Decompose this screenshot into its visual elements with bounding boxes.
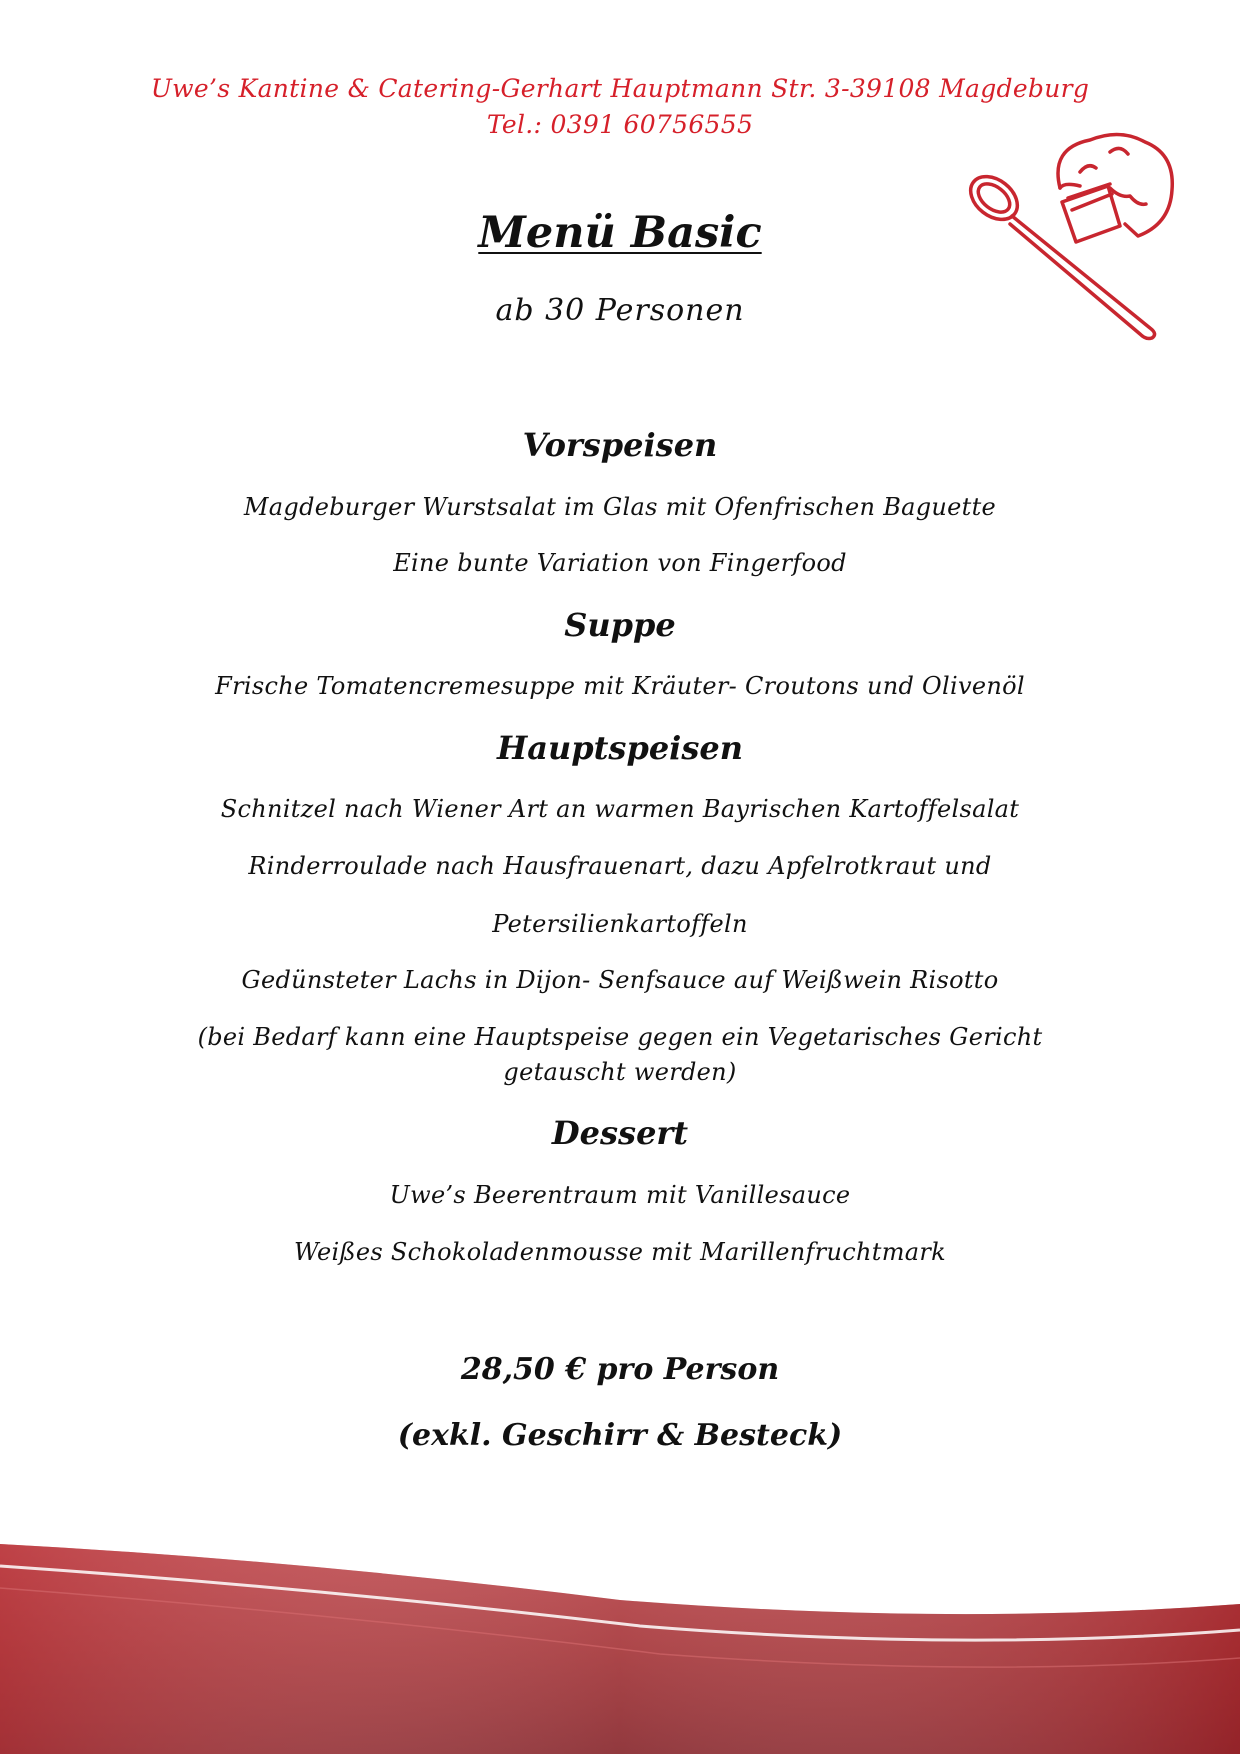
section-heading-soup: Suppe — [564, 606, 676, 644]
header-address-line: Uwe’s Kantine & Catering-Gerhart Hauptmann Str. 3-39108 Magdeburg — [150, 74, 1090, 103]
footer-wave-decoration — [0, 1530, 1240, 1754]
page-subtitle: ab 30 Personen — [495, 293, 745, 328]
section-heading-dessert: Dessert — [551, 1114, 689, 1152]
section-heading-starters: Vorspeisen — [522, 426, 718, 464]
page-title — [0, 208, 1240, 258]
menu-item: Weißes Schokoladenmousse mit Marillenfruchtmark — [294, 1238, 946, 1266]
menu-item: Schnitzel nach Wiener Art an warmen Bayrischen Kartoffelsalat — [220, 795, 1020, 823]
menu-item: Gedünsteter Lachs in Dijon- Senfsauce auf Weißwein Risotto — [241, 966, 999, 994]
header-phone-line: Tel.: 0391 60756555 — [486, 110, 754, 139]
price-note: (exkl. Geschirr & Besteck) — [397, 1418, 843, 1453]
mains-note: (bei Bedarf kann eine Hauptspeise gegen ein Vegetarisches Gericht getauscht werden) — [197, 1023, 1043, 1086]
menu-item: Rinderroulade nach Hausfrauenart, dazu Apfelrotkraut und — [248, 852, 992, 880]
price-per-person: 28,50 € pro Person — [460, 1352, 780, 1387]
menu-item: Magdeburger Wurstsalat im Glas mit Ofenfrischen Baguette — [243, 493, 997, 521]
page-title-text: Menü Basic — [478, 208, 762, 258]
menu-item: Petersilienkartoffeln — [492, 910, 748, 938]
menu-item: Frische Tomatencremesuppe mit Kräuter- Croutons und Olivenöl — [215, 672, 1025, 700]
section-heading-mains: Hauptspeisen — [497, 729, 743, 767]
menu-item: Uwe’s Beerentraum mit Vanillesauce — [389, 1181, 851, 1209]
menu-item: Eine bunte Variation von Fingerfood — [393, 549, 847, 577]
